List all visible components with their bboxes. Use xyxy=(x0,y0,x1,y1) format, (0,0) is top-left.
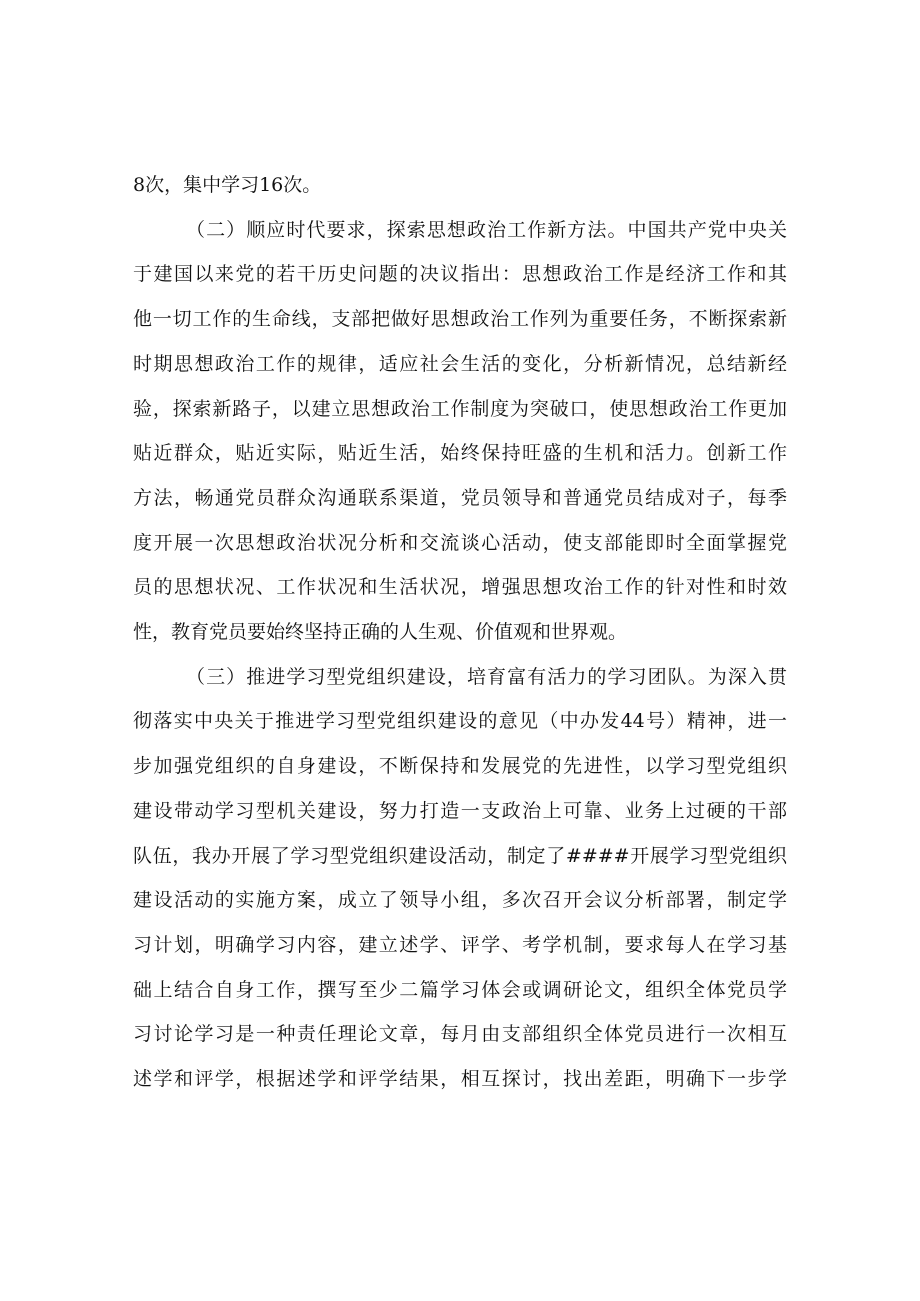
text-line: 础上结合自身工作，撰写至少二篇学习体会或调研论文，组织全体党员学 xyxy=(133,978,787,1001)
paragraph-section-3 xyxy=(133,655,787,1102)
text-line: 队伍，我办开展了学习型党组织建设活动，制定了####开展学习型党组织 xyxy=(133,844,787,867)
text-line: 方法，畅通党员群众沟通联系渠道，党员领导和普通党员结成对子，每季 xyxy=(133,486,787,509)
text-line: 于建国以来党的若干历史问题的决议指出：思想政治工作是经济工作和其 xyxy=(133,263,787,286)
document-body xyxy=(133,163,787,1102)
section-heading-line: （二）顺应时代要求，探索思想政治工作新方法。中国共产党中央关 xyxy=(186,218,787,241)
text-line: 建设活动的实施方案，成立了领导小组，多次召开会议分析部署，制定学 xyxy=(133,889,787,912)
text-line: 他一切工作的生命线，支部把做好思想政治工作列为重要任务，不断探索新 xyxy=(133,308,787,331)
text-line: 员的思想状况、工作状况和生活状况，增强思想攻治工作的针对性和时效 xyxy=(133,576,787,599)
text-line: 度开展一次思想政治状况分析和交流谈心活动，使支部能即时全面掌握党 xyxy=(133,531,787,554)
text-line: 8次，集中学习16次。 xyxy=(133,174,322,196)
text-line: 步加强党组织的自身建设，不断保持和发展党的先进性，以学习型党组织 xyxy=(133,755,787,778)
text-line: 习计划，明确学习内容，建立述学、评学、考学机制，要求每人在学习基 xyxy=(133,933,787,956)
text-line: 验，探索新路子，以建立思想政治工作制度为突破口，使思想政治工作更加 xyxy=(133,397,787,420)
text-line: 时期思想政治工作的规律，适应社会生活的变化，分析新情况，总结新经 xyxy=(133,352,787,375)
paragraph-section-2 xyxy=(133,208,787,655)
text-line: 述学和评学，根据述学和评学结果，相互探讨，找出差距，明确下一步学 xyxy=(133,1068,787,1091)
text-line: 建设带动学习型机关建设，努力打造一支政治上可靠、业务上过硬的干部 xyxy=(133,799,787,822)
paragraph-continuation xyxy=(133,163,787,208)
text-line: 性，教育党员要始终坚持正确的人生观、价值观和世界观。 xyxy=(133,621,628,644)
text-line: 习讨论学习是一种责任理论文章，每月由支部组织全体党员进行一次相互 xyxy=(133,1023,787,1046)
text-line: 彻落实中央关于推进学习型党组织建设的意见（中办发44号）精神，进一 xyxy=(133,710,787,733)
section-heading-line: （三）推进学习型党组织建设，培育富有活力的学习团队。为深入贯 xyxy=(186,665,787,688)
text-line: 贴近群众，贴近实际，贴近生活，始终保持旺盛的生机和活力。创新工作 xyxy=(133,442,787,465)
